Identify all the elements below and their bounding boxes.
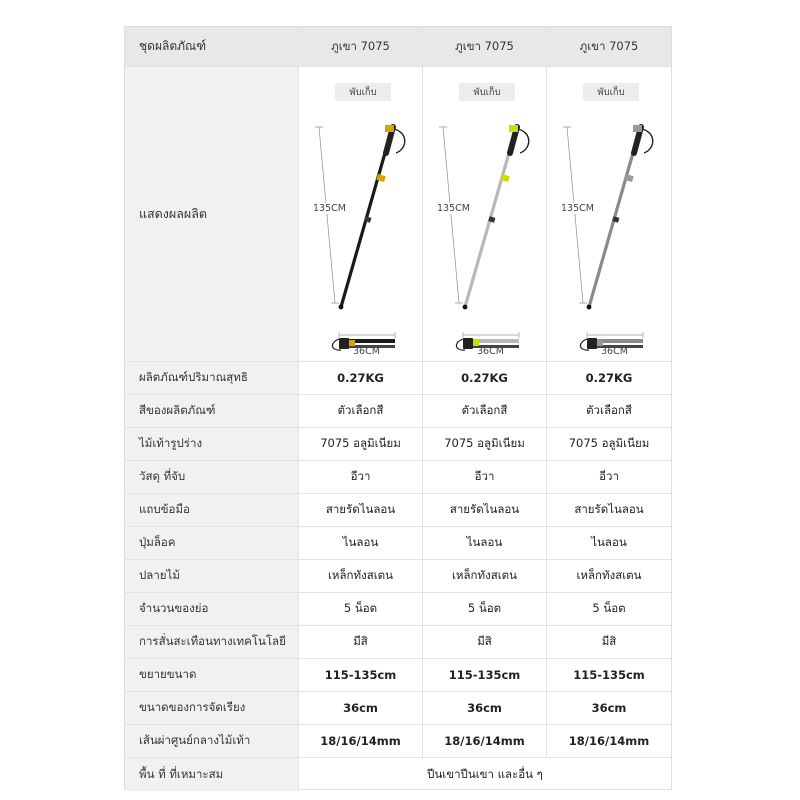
spec-value: เหล็กทังสเตน: [299, 560, 423, 592]
product-image-2: [423, 67, 547, 361]
spec-value: ตัวเลือกสี: [586, 403, 632, 417]
spec-row: [125, 461, 671, 494]
spec-label: ขยายขนาด: [125, 659, 299, 691]
folded-length-label: 36CM: [477, 346, 504, 357]
spec-value: 18/16/14mm: [568, 734, 650, 748]
spec-value: ตัวเลือกสี: [299, 395, 423, 427]
spec-value: สายรัดไนลอน: [423, 494, 547, 526]
spec-value: 5 น็อต: [423, 593, 547, 625]
fold-tag: พับเก็บ: [459, 83, 515, 101]
spec-row: [125, 362, 671, 395]
suitable-area-label: พื้น ที่ ที่เหมาะสม: [125, 758, 299, 791]
spec-row: [125, 725, 671, 758]
header-title: ชุดผลิตภัณฑ์: [125, 27, 299, 66]
trekking-pole-illustration: [547, 67, 671, 362]
spec-value: 0.27KG: [299, 362, 423, 394]
spec-value: 7075 อลูมิเนียม: [568, 436, 650, 450]
spec-value: 115-135cm: [423, 659, 547, 691]
spec-label: จำนวนของย่อ: [125, 593, 299, 625]
spec-row: [125, 395, 671, 428]
fold-tag: พับเก็บ: [583, 83, 639, 101]
spec-row: [125, 626, 671, 659]
spec-value: 36cm: [299, 692, 423, 724]
spec-value: เหล็กทังสเตน: [423, 560, 547, 592]
spec-row: [125, 692, 671, 725]
product-name-2: ภูเขา 7075: [423, 27, 547, 66]
folded-length-label: 36CM: [601, 346, 628, 357]
spec-value: 5 น็อต: [592, 601, 626, 615]
length-label: 135CM: [437, 203, 470, 214]
product-name-3: ภูเขา 7075: [579, 38, 639, 53]
spec-row: [125, 494, 671, 527]
product-image-1: [299, 67, 423, 361]
spec-label: ปลายไม้: [125, 560, 299, 592]
spec-value: อีวา: [423, 461, 547, 493]
spec-row: [125, 593, 671, 626]
display-row-label: แสดงผลผลิต: [125, 67, 299, 361]
spec-label: แถบข้อมือ: [125, 494, 299, 526]
spec-value: 5 น็อต: [299, 593, 423, 625]
trekking-pole-illustration: [299, 67, 423, 362]
spec-row: [125, 428, 671, 461]
folded-length-label: 36CM: [353, 346, 380, 357]
spec-value: เหล็กทังสเตน: [576, 568, 642, 582]
spec-label: วัสดุ ที่จับ: [125, 461, 299, 493]
spec-value: อีวา: [599, 469, 619, 483]
spec-value: มีสิ: [423, 626, 547, 658]
spec-value: 36cm: [423, 692, 547, 724]
spec-value: 7075 อลูมิเนียม: [299, 428, 423, 460]
length-label: 135CM: [313, 203, 346, 214]
spec-value: 0.27KG: [585, 371, 633, 385]
product-image-3: [547, 67, 671, 361]
spec-label: ขนาดของการจัดเรียง: [125, 692, 299, 724]
display-row: [125, 67, 671, 362]
fold-tag: พับเก็บ: [335, 83, 391, 101]
spec-value: ไนลอน: [423, 527, 547, 559]
spec-value: 7075 อลูมิเนียม: [423, 428, 547, 460]
spec-label: การสั่นสะเทือนทางเทคโนโลยี: [125, 626, 299, 658]
spec-value: สายรัดไนลอน: [574, 502, 644, 516]
length-label: 135CM: [561, 203, 594, 214]
header-row: [125, 27, 671, 67]
spec-value: สายรัดไนลอน: [299, 494, 423, 526]
spec-value: ไนลอน: [299, 527, 423, 559]
spec-value: 36cm: [591, 701, 627, 715]
spec-value: ตัวเลือกสี: [423, 395, 547, 427]
spec-value: มีสิ: [299, 626, 423, 658]
spec-label: สีของผลิตภัณฑ์: [125, 395, 299, 427]
suitable-area-value: ปีนเขาปีนเขา และอื่น ๆ: [427, 766, 543, 781]
spec-value: ไนลอน: [591, 535, 627, 549]
spec-label: เส้นผ่าศูนย์กลางไม้เท้า: [125, 725, 299, 757]
spec-row: [125, 659, 671, 692]
spec-table: [124, 26, 672, 790]
spec-value: 18/16/14mm: [423, 725, 547, 757]
spec-row: [125, 560, 671, 593]
spec-value: มีสิ: [601, 634, 617, 648]
spec-value: 115-135cm: [573, 668, 645, 682]
spec-label: ปุ่มล็อค: [125, 527, 299, 559]
spec-label: ไม้เท้ารูปร่าง: [125, 428, 299, 460]
spec-value: 18/16/14mm: [299, 725, 423, 757]
spec-value: 0.27KG: [423, 362, 547, 394]
product-name-1: ภูเขา 7075: [299, 27, 423, 66]
suitable-area-row: [125, 758, 671, 791]
spec-label: ผลิตภัณฑ์ปริมาณสุทธิ: [125, 362, 299, 394]
spec-value: อีวา: [299, 461, 423, 493]
trekking-pole-illustration: [423, 67, 547, 362]
spec-value: 115-135cm: [299, 659, 423, 691]
spec-row: [125, 527, 671, 560]
